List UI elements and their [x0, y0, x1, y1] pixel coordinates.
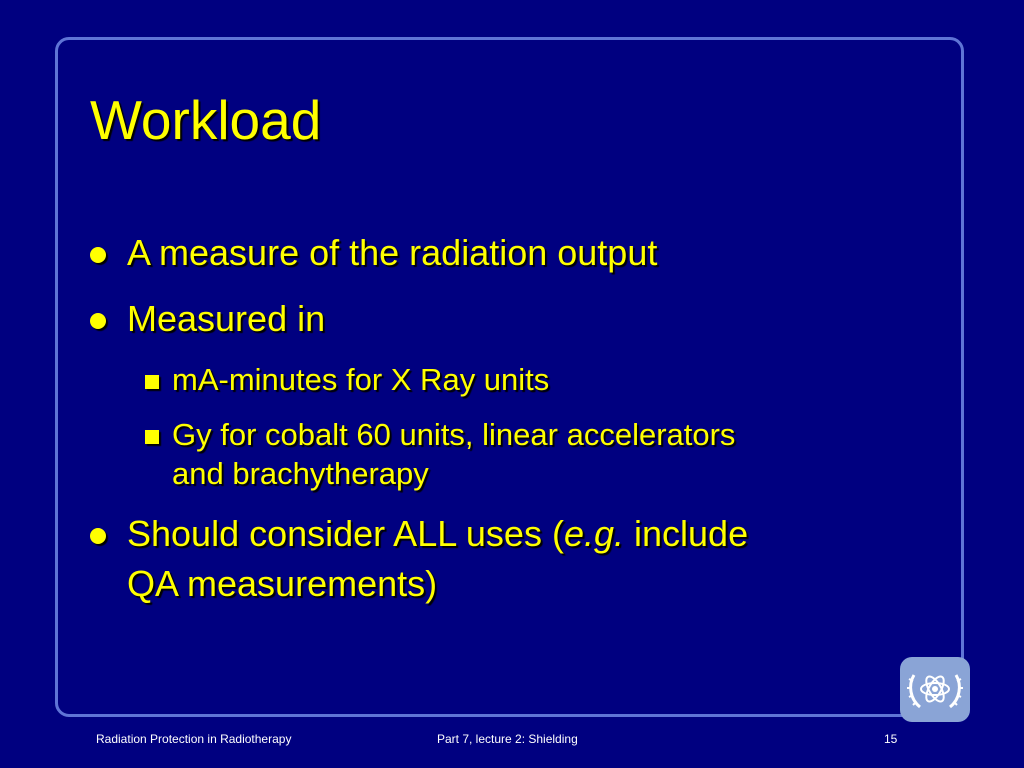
slide-content: [90, 228, 920, 625]
bullet-text: Measured in: [127, 298, 326, 339]
bullet-text: A measure of the radiation output: [127, 232, 658, 273]
bullet-item: [90, 294, 920, 344]
bullet-text-italic: e.g.: [563, 513, 624, 554]
iaea-atom-logo-icon: [900, 657, 970, 722]
square-bullet-icon: [145, 375, 159, 389]
bullet-item: [90, 228, 920, 278]
footer-lecture-title: Part 7, lecture 2: Shielding: [437, 732, 578, 746]
sub-bullet-text-line1: Gy for cobalt 60 units, linear accelerators: [172, 417, 736, 452]
bullet-text-line2: QA measurements): [127, 563, 438, 604]
square-bullet-icon: [145, 430, 159, 444]
sub-bullet-text: mA-minutes for X Ray units: [172, 362, 550, 397]
footer-course-title: Radiation Protection in Radiotherapy: [96, 732, 292, 746]
sub-bullet-text-line2: and brachytherapy: [172, 456, 429, 491]
round-bullet-icon: [90, 313, 106, 329]
sub-bullet-item: [90, 415, 920, 493]
slide-title: Workload: [90, 89, 322, 151]
bullet-text-part1: Should consider ALL uses (: [127, 513, 564, 554]
bullet-item: [90, 509, 920, 609]
footer-page-number: 15: [884, 732, 898, 746]
round-bullet-icon: [90, 528, 106, 544]
bullet-text-part2: include: [624, 513, 749, 554]
round-bullet-icon: [90, 247, 106, 263]
sub-bullet-item: [90, 360, 920, 399]
